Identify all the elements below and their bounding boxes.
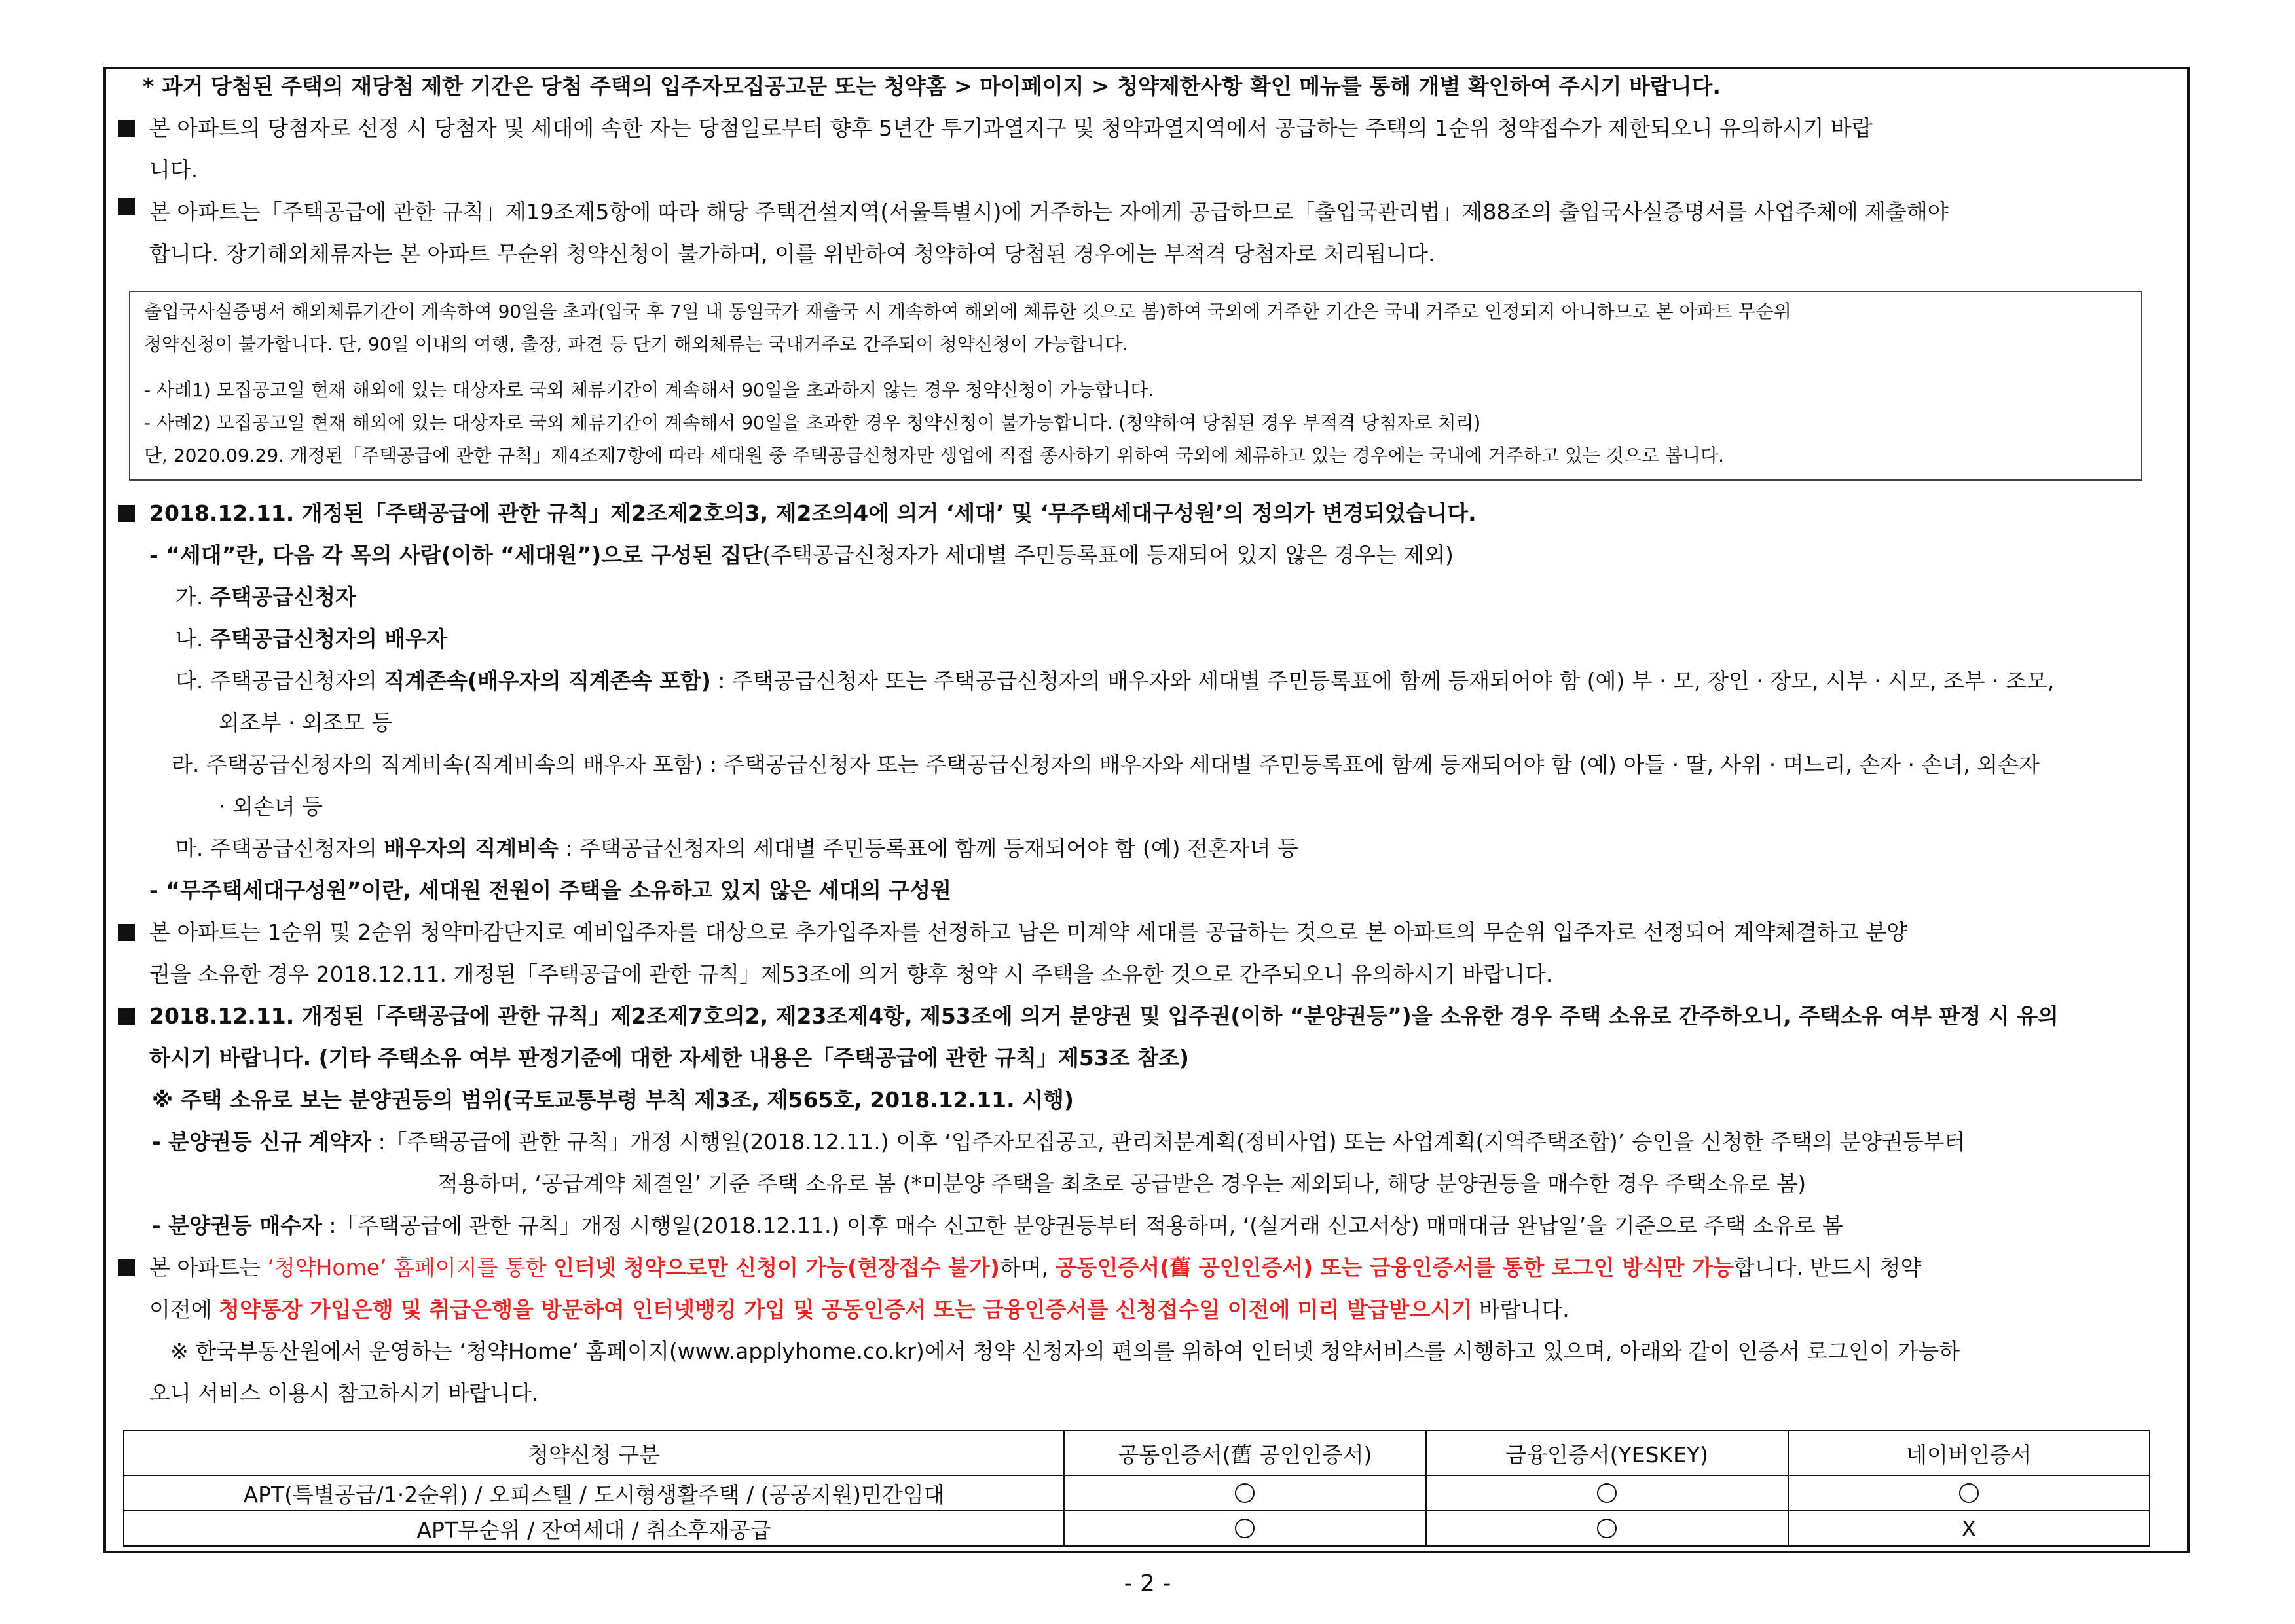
table-row (124, 1511, 2150, 1546)
new-contractor-rule-cont: 적용하며, ‘공급계약 체결일’ 기준 주택 소유로 봄 (*미분양 주택을 최초로 공급받은 경우는 제외되나, 해당 분양권등을 매수한 경우 주택소유로 봄) (437, 1171, 1807, 1196)
presale-rights-line-2: 하시기 바랍니다. (기타 주택소유 여부 판정기준에 대한 자세한 내용은「주택공급에 관한 규칙」제53조 참조) (149, 1045, 1189, 1071)
buyer-rule: - 분양권등 매수자 :「주택공급에 관한 규칙」개정 시행일(2018.12.11.) 이후 매수 신고한 분양권등부터 적용하며, ‘(실거래 신고서상) 매매대금 완납일’을 기준으로 주택 소유로 봄 (152, 1213, 1843, 1238)
table-header-row (124, 1431, 2150, 1475)
row-label: APT무순위 / 잔여세대 / 취소후재공급 (124, 1511, 1064, 1546)
square-bullet-icon (118, 120, 135, 137)
page-number: - 2 - (1124, 1570, 1171, 1597)
residency-line-2: 합니다. 장기해외체류자는 본 아파트 무순위 청약신청이 불가하며, 이를 위반하여 청약하여 당첨된 경우에는 부적격 당첨자로 처리됩니다. (149, 241, 1435, 267)
unranked-winner-paragraph: 본 아파트는 1순위 및 2순위 청약마감단지로 예비입주자를 대상으로 추가입주자를 선정하고 남은 미계약 세대를 공급하는 것으로 본 아파트의 무순위 입주자로 선정되어 계약체결하고 분양 (118, 918, 1907, 947)
applyhome-note-line-2: 오니 서비스 이용시 참고하시기 바랍니다. (149, 1380, 539, 1406)
square-bullet-icon (118, 1008, 135, 1025)
row-label: APT(특별공급/1·2순위) / 오피스텔 / 도시형생활주택 / (공공지원)민간임대 (124, 1475, 1064, 1511)
available-circle-icon (1235, 1519, 1255, 1538)
table-header: 청약신청 구분 (124, 1431, 1064, 1475)
box-exception: 단, 2020.09.29. 개정된「주택공급에 관한 규칙」제4조제7항에 따라 세대원 중 주택공급신청자만 생업에 직접 종사하기 위하여 국외에 체류하고 있는 경우에는 국내에 거주하고 있는 것으로 봅니다. (144, 445, 1725, 466)
online-application-line-2: 이전에 청약통장 가입은행 및 취급은행을 방문하여 인터넷뱅킹 가입 및 공동인증서 또는 금융인증서를 신청접수일 이전에 미리 발급받으시기 바랍니다. (149, 1297, 1570, 1322)
presale-scope-note: ※ 주택 소유로 보는 분양권등의 범위(국토교통부령 부칙 제3조, 제565호, 2018.12.11. 시행) (152, 1087, 1074, 1113)
certificate-login-table (123, 1430, 2150, 1547)
available-circle-icon (1235, 1483, 1255, 1503)
no-house-member-definition: - “무주택세대구성원”이란, 세대원 전원이 주택을 소유하고 있지 않은 세대의 구성원 (149, 877, 951, 903)
rewin-restriction-note: * 과거 당첨된 주택의 재당첨 제한 기간은 당첨 주택의 입주자모집공고문 또는 청약홈 > 마이페이지 > 청약제한사항 확인 메뉴를 통해 개별 확인하여 주시기 바랍니다. (143, 73, 1721, 99)
household-item-na: 나. 주택공급신청자의 배우자 (175, 626, 448, 652)
household-item-da-cont: 외조부 · 외조모 등 (219, 710, 393, 735)
square-bullet-icon (118, 924, 135, 941)
content-frame (103, 67, 2190, 1553)
box-case-2: - 사례2) 모집공고일 현재 해외에 있는 대상자로 국외 체류기간이 계속해서 90일을 초과한 경우 청약신청이 불가능합니다. (청약하여 당첨된 경우 부적격 당첨자로 처리) (144, 412, 1481, 434)
square-bullet-icon (118, 198, 135, 215)
box-line-2: 청약신청이 불가합니다. 단, 90일 이내의 여행, 출장, 파견 등 단기 해외체류는 국내거주로 간주되어 청약신청이 가능합니다. (144, 333, 1129, 355)
available-circle-icon (1959, 1483, 1979, 1503)
residency-paragraph (118, 198, 2178, 227)
winner-restriction-line-1: 본 아파트의 당첨자로 선정 시 당첨자 및 세대에 속한 자는 당첨일로부터 향후 5년간 투기과열지구 및 청약과열지역에서 공급하는 주택의 1순위 청약접수가 제한되오니 유의하시기 바랍 (149, 115, 1873, 141)
square-bullet-icon (118, 505, 135, 522)
available-cell (1064, 1475, 1426, 1511)
winner-restriction-line-2: 니다. (149, 157, 198, 183)
available-cell (1064, 1511, 1426, 1546)
box-case-1: - 사례1) 모집공고일 현재 해외에 있는 대상자로 국외 체류기간이 계속해서 90일을 초과하지 않는 경우 청약신청이 가능합니다. (144, 379, 1154, 401)
household-item-ma: 마. 주택공급신청자의 배우자의 직계비속 : 주택공급신청자의 세대별 주민등록표에 함께 등재되어야 함 (예) 전혼자녀 등 (175, 836, 1298, 861)
square-bullet-icon (118, 1259, 135, 1276)
table-header: 공동인증서(舊 공인인증서) (1064, 1431, 1426, 1475)
applyhome-note: ※ 한국부동산원에서 운영하는 ‘청약Home’ 홈페이지(www.applyhome.co.kr)에서 청약 신청자의 편의를 위하여 인터넷 청약서비스를 시행하고 있으며, 아래와 같이 인증서 로그인이 가능하 (170, 1338, 1960, 1364)
household-heading: 2018.12.11. 개정된「주택공급에 관한 규칙」제2조제2호의3, 제2조의4에 의거 ‘세대’ 및 ‘무주택세대구성원’의 정의가 변경되었습니다. (118, 499, 1477, 528)
table-header: 네이버인증서 (1788, 1431, 2150, 1475)
household-item-ra-cont: · 외손녀 등 (219, 794, 323, 819)
available-circle-icon (1597, 1483, 1617, 1503)
household-definition: - “세대”란, 다음 각 목의 사람(이하 “세대원”)으로 구성된 집단(주택공급신청자가 세대별 주민등록표에 등재되어 있지 않은 경우는 제외) (149, 542, 1454, 568)
available-circle-icon (1597, 1519, 1617, 1538)
table-row (124, 1475, 2150, 1511)
winner-restriction-paragraph (118, 114, 2178, 143)
unranked-winner-line-2: 권을 소유한 경우 2018.12.11. 개정된「주택공급에 관한 규칙」제53조에 의거 향후 청약 시 주택을 소유한 것으로 간주되오니 유의하시기 바랍니다. (149, 961, 1553, 987)
available-cell (1426, 1475, 1788, 1511)
household-item-ga: 가. 주택공급신청자 (175, 584, 357, 610)
table-header: 금융인증서(YESKEY) (1426, 1431, 1788, 1475)
household-item-da: 다. 주택공급신청자의 직계존속(배우자의 직계존속 포함) : 주택공급신청자 또는 주택공급신청자의 배우자와 세대별 주민등록표에 함께 등재되어야 함 (예) 부 · 모, 장인 · 장모, 시부 · 시모, 조부 · 조모, (175, 668, 2055, 693)
household-item-ra: 라. 주택공급신청자의 직계비속(직계비속의 배우자 포함) : 주택공급신청자 또는 주택공급신청자의 배우자와 세대별 주민등록표에 함께 등재되어야 함 (예) 아들 · 딸, 사위 · 며느리, 손자 · 손녀, 외손자 (172, 752, 2040, 777)
available-cell (1426, 1511, 1788, 1546)
new-contractor-rule: - 분양권등 신규 계약자 :「주택공급에 관한 규칙」개정 시행일(2018.12.11.) 이후 ‘입주자모집공고, 관리처분계획(정비사업) 또는 사업계획(지역주택조합)’ 승인을 신청한 주택의 분양권등부터 (152, 1129, 1966, 1154)
box-line-1: 출입국사실증명서 해외체류기간이 계속하여 90일을 초과(입국 후 7일 내 동일국가 재출국 시 계속하여 해외에 체류한 것으로 봄)하여 국외에 거주한 기간은 국내 거주로 인정되지 아니하므로 본 아파트 무순위 (144, 301, 1791, 322)
available-cell (1788, 1475, 2150, 1511)
presale-rights-paragraph: 2018.12.11. 개정된「주택공급에 관한 규칙」제2조제7호의2, 제23조제4항, 제53조에 의거 분양권 및 입주권(이하 “분양권등”)을 소유한 경우 주택 소유로 간주하오니, 주택소유 여부 판정 시 유의 (118, 1002, 2059, 1031)
unavailable-cell: X (1788, 1511, 2150, 1546)
online-application-paragraph: 본 아파트는 ‘청약Home’ 홈페이지를 통한 인터넷 청약으로만 신청이 가능(현장접수 불가)하며, 공동인증서(舊 공인인증서) 또는 금융인증서를 통한 로그인 방식만 가능합니다. 반드시 청약 (118, 1253, 1921, 1282)
residency-line-1: 본 아파트는「주택공급에 관한 규칙」제19조제5항에 따라 해당 주택건설지역(서울특별시)에 거주하는 자에게 공급하므로「출입국관리법」제88조의 출입국사실증명서를 사업주체에 제출해야 (149, 199, 1949, 225)
